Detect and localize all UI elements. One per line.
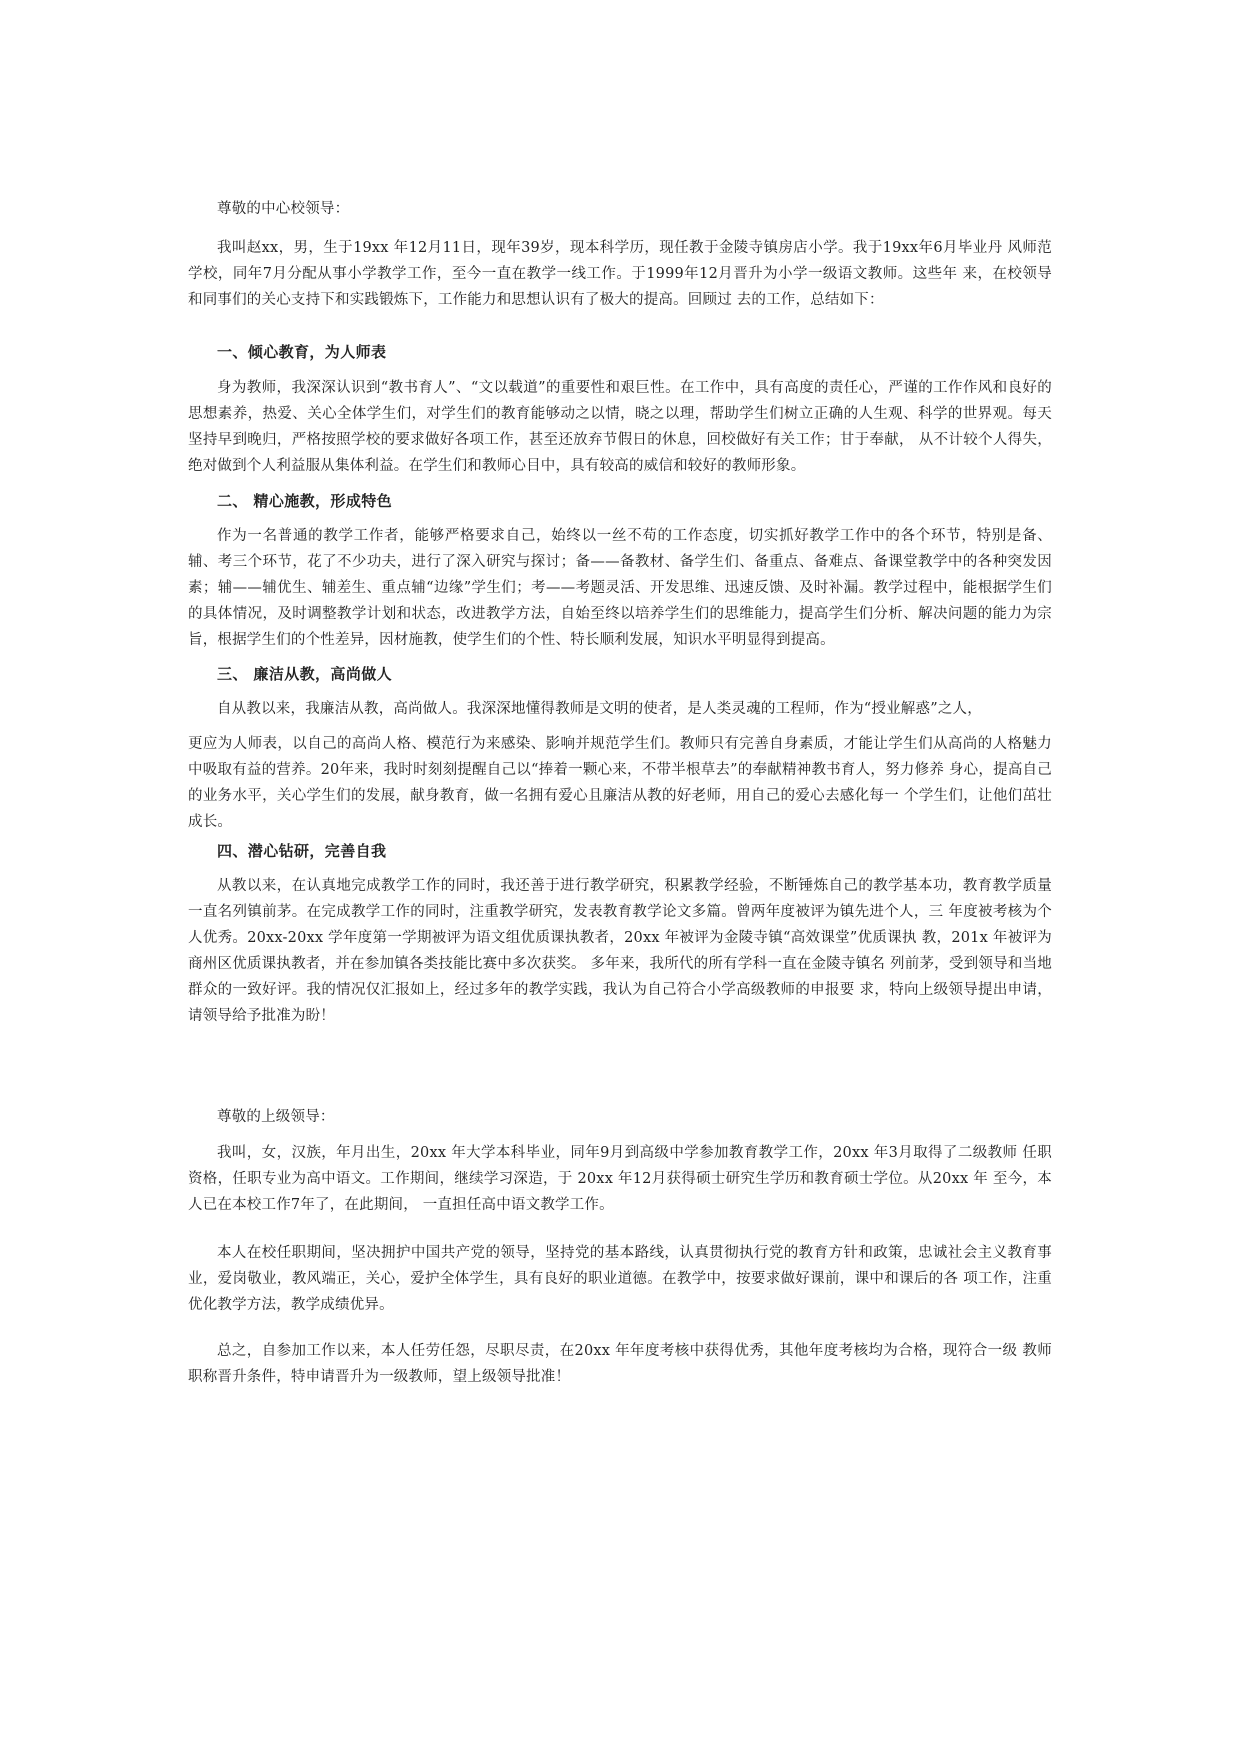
section2-paragraph: 作为一名普通的教学工作者，能够严格要求自己，始终以一丝不苟的工作态度，切实抓好教学工作中的各个环节，特别是备、辅、考三个环节，花了不少功夫，进行了深入研究与探讨；备——备教材、备学生们、备重点、备难点、备课堂教学中的各种突发因素；辅——辅优生、辅差生、重点辅“边缘”学生们；考——考题灵活、开发思维、迅速反馈、及时补漏。教学过程中，能根据学生们的具体情况，及时调整教学计划和状态，改进教学方法，自始至终以培养学生们的思维能力，提高学生们分析、解决问题的能力为宗旨，根据学生们的个性差异，因材施教，使学生们的个性、特长顺利发展，知识水平明显得到提高。 [188, 528, 1052, 648]
letter1-intro-paragraph: 我叫赵xx，男，生于19xx 年12月11日，现年39岁，现本科学历，现任教于金陵寺镇房店小学。我于19xx年6月毕业丹 风师范学校，同年7月分配从事小学教学工作，至今一直在教学一线工作。于1999年12月晋升为小学一级语文教师。这些年 来，在校领导和同事们的关心支持下和实践锻炼下，工作能力和思想认识有了极大的提高。回顾过 去的工作，总结如下： [188, 240, 1052, 308]
letter2-paragraph-2: 本人在校任职期间，坚决拥护中国共产党的领导，坚持党的基本路线，认真贯彻执行党的教育方针和政策，忠诚社会主义教育事业，爱岗敬业，教风端正，关心，爱护全体学生，具有良好的职业道德。在教学中，按要求做好课前，课中和课后的各 项工作，注重优化教学方法，教学成绩优异。 [188, 1245, 1052, 1313]
section3-heading: 三、 廉洁从教，高尚做人 [217, 665, 393, 683]
letter1-salutation: 尊敬的中心校领导： [217, 201, 350, 217]
section3-paragraph-1: 自从教以来，我廉洁从教，高尚做人。我深深地懂得教师是文明的使者，是人类灵魂的工程师，作为“授业解惑”之人， [217, 701, 982, 717]
section4-paragraph: 从教以来，在认真地完成教学工作的同时，我还善于进行教学研究，积累教学经验，不断锤炼自己的教学基本功，教育教学质量一直名列镇前茅。在完成教学工作的同时，注重教学研究，发表教育教学论文多篇。曾两年度被评为镇先进个人，三 年度被考核为个人优秀。20xx-20xx 学年度第一学期被评为语文组优质课执教者，20xx 年被评为金陵寺镇“高效课堂”优质课执 教，201x 年被评为商州区优质课执教者，并在参加镇各类技能比赛中多次获奖。 多年来，我所代的所有学科一直在金陵寺镇名 列前茅，受到领导和当地群众的一致好评。我的情况仅汇报如上，经过多年的教学实践，我认为自己符合小学高级教师的申报要 求，特向上级领导提出申请，请领导给予批准为盼！ [188, 878, 1052, 1024]
section1-paragraph: 身为教师，我深深认识到“教书育人”、“文以载道”的重要性和艰巨性。在工作中，具有高度的责任心，严谨的工作作风和良好的思想素养，热爱、关心全体学生们，对学生们的教育能够动之以情，晓之以理，帮助学生们树立正确的人生观、科学的世界观。每天坚持早到晚归，严格按照学校的要求做好各项工作，甚至还放弃节假日的休息，回校做好有关工作；甘于奉献， 从不计较个人得失，绝对做到个人利益服从集体利益。在学生们和教师心目中，具有较高的威信和较好的教师形象。 [188, 380, 1052, 474]
section2-heading: 二、 精心施教，形成特色 [217, 492, 393, 510]
letter2-salutation: 尊敬的上级领导： [217, 1109, 335, 1125]
letter2-paragraph-3: 总之，自参加工作以来，本人任劳任怨，尽职尽责，在20xx 年年度考核中获得优秀，其他年度考核均为合格，现符合一级 教师职称晋升条件，特申请晋升为一级教师，望上级领导批准！ [188, 1343, 1052, 1385]
section1-heading: 一、倾心教育，为人师表 [217, 343, 387, 361]
section3-paragraph-2: 更应为人师表，以自己的高尚人格、模范行为来感染、影响并规范学生们。教师只有完善自身素质，才能让学生们从高尚的人格魅力中吸取有益的营养。20年来，我时时刻刻提醒自己以“捧着一颗心来，不带半根草去”的奉献精神教书育人，努力修养 身心，提高自己的业务水平，关心学生们的发展，献身教育，做一名拥有爱心且廉洁从教的好老师，用自己的爱心去感化每一 个学生们，让他们茁壮成长。 [188, 736, 1052, 830]
letter2-paragraph-1: 我叫，女，汉族，年月出生，20xx 年大学本科毕业，同年9月到高级中学参加教育教学工作，20xx 年3月取得了二级教师 任职资格，任职专业为高中语文。工作期间，继续学习深造，于 20xx 年12月获得硕士研究生学历和教育硕士学位。从20xx 年 至今，本人已在本校工作7年了，在此期间， 一直担任高中语文教学工作。 [188, 1145, 1052, 1213]
section4-heading: 四、潜心钻研，完善自我 [217, 842, 387, 860]
